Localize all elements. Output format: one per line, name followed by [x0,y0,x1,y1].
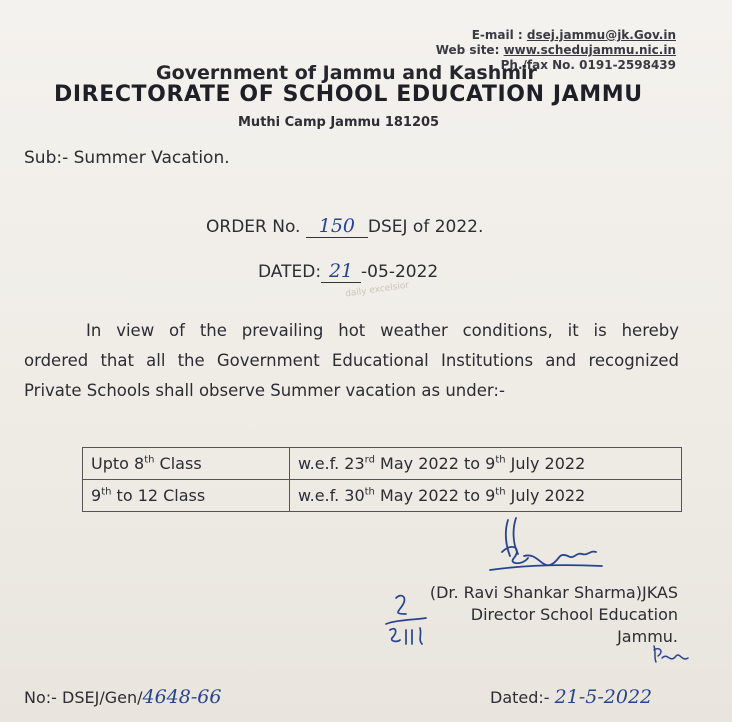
class-sup: th [144,454,155,466]
dispatch-date-handwritten: 21-5-2022 [554,686,653,708]
website-line [436,43,676,58]
dispatch-date-label: Dated:- [490,688,550,707]
dispatch-number-line [24,686,221,708]
order-number-blank [306,215,368,238]
class-cell [83,480,290,512]
dated-day-handwritten: 21 [328,260,354,282]
order-prefix: ORDER No. [206,217,301,237]
class-text-rest: Class [154,454,202,473]
period-from: w.e.f. 23 [298,454,365,473]
class-text: 9 [91,486,102,505]
subject-line: Sub:- Summer Vacation. [24,148,230,168]
watermark: daily excelsior [344,280,410,300]
director-signature [478,512,608,582]
period-from-sup: rd [364,454,375,466]
order-suffix: DSEJ of 2022. [367,217,484,237]
period-mid: May 2022 to 9 [374,486,496,505]
period-from: w.e.f. 30 [298,486,365,505]
dispatch-date-line [490,686,652,708]
directorate-title: DIRECTORATE OF SCHOOL EDUCATION JAMMU [54,82,643,107]
office-address: Muthi Camp Jammu 181205 [238,115,440,130]
period-cell [290,480,682,512]
period-to: July 2022 [505,454,586,473]
period-mid: May 2022 to 9 [374,454,496,473]
order-body [24,316,679,406]
body-line-2: ordered that all the Government Educational Institutions and recognized [24,351,679,370]
dated-label: DATED: [258,262,322,282]
table-row [83,448,682,480]
body-line-3: Private Schools shall observe Summer vacation as under:- [24,381,505,400]
class-cell [83,448,290,480]
class-sup: th [101,486,112,498]
period-to-sup: th [495,454,506,466]
class-text-rest: to 12 Class [111,486,206,505]
email-line [472,28,676,43]
signatory-name: (Dr. Ravi Shankar Sharma)JKAS [429,583,678,602]
dated-day-blank [321,260,361,283]
dispatch-number-handwritten: 4648-66 [142,686,222,708]
table-row [83,480,682,512]
class-text: Upto 8 [91,454,145,473]
order-date-line [258,260,438,283]
period-to-sup: th [495,486,506,498]
order-number-handwritten: 150 [318,215,355,237]
dispatch-number-label: No:- DSEJ/Gen/ [24,688,143,707]
initials-mark [650,642,690,668]
vacation-schedule-table [82,447,682,512]
initials-date-mark [382,590,442,650]
website-link[interactable]: www.schedujammu.nic.in [503,43,676,57]
period-to: July 2022 [505,486,586,505]
email-link[interactable]: dsej.jammu@jk.Gov.in [526,28,676,42]
government-title: Government of Jammu and Kashmir [156,62,537,84]
order-number-line [206,215,483,238]
email-label: E-mail : [471,28,523,42]
dated-rest: -05-2022 [361,262,439,282]
signatory-place: Jammu. [617,627,678,646]
period-from-sup: th [364,486,375,498]
phone-line: Ph./fax No. 0191-2598439 [500,58,676,72]
signatory-block [430,582,678,648]
body-line-1: In view of the prevailing hot weather conditions, it is hereby [86,321,679,340]
website-label: Web site: [435,43,500,57]
period-cell [290,448,682,480]
signatory-designation: Director School Education [470,605,678,624]
